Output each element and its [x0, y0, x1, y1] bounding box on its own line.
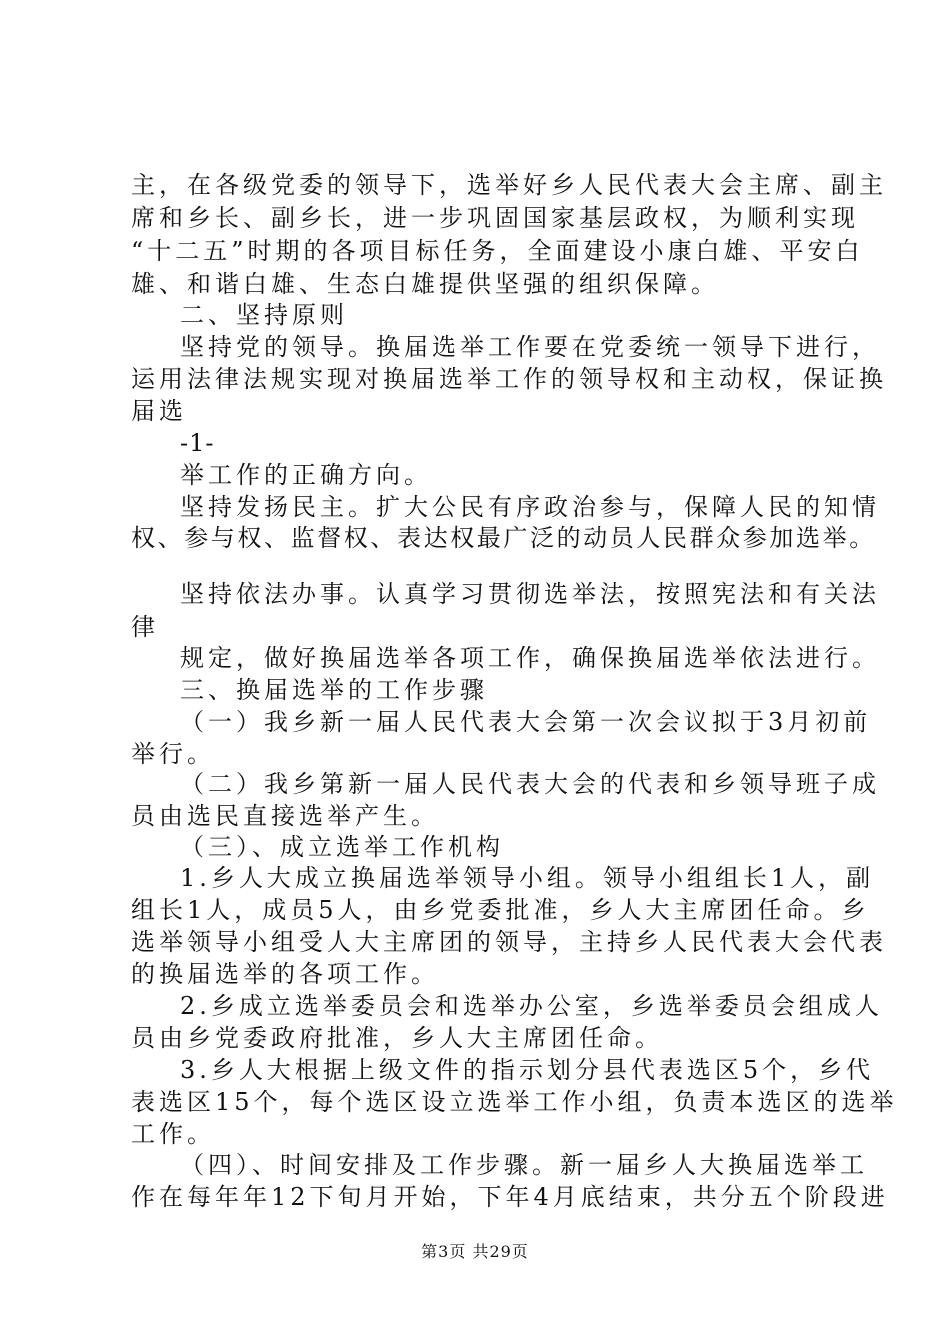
- text-line: 举工作的正确方向。: [180, 461, 432, 489]
- text-line: 工作。: [131, 1120, 215, 1148]
- text-line: （二）我乡第新一届人民代表大会的代表和乡领导班子成: [180, 770, 880, 798]
- text-line: 运用法律法规实现对换届选举工作的领导权和主动权，保证换: [131, 365, 887, 393]
- text-line: （四）、时间安排及工作步骤。新一届乡人大换届选举工: [180, 1151, 868, 1179]
- text-line: 坚持发扬民主。扩大公民有序政治参与，保障人民的知情: [180, 493, 880, 521]
- text-line: 作在每年年12下旬月开始，下年4月底结束，共分五个阶段进: [131, 1183, 889, 1211]
- text-line: 雄、和谐白雄、生态白雄提供坚强的组织保障。: [131, 270, 719, 298]
- text-line: 律: [131, 613, 159, 641]
- text-line: 3.乡人大根据上级文件的指示划分县代表选区5个，乡代: [180, 1056, 875, 1084]
- page-footer: 第3页 共29页: [421, 1242, 529, 1261]
- text-line: 1.乡人大成立换届选举领导小组。领导小组组长1人，副: [180, 864, 875, 892]
- page-number-inline: -1-: [180, 429, 215, 457]
- text-line: 员由乡党委政府批准，乡人大主席团任命。: [131, 1024, 663, 1052]
- text-line: 坚持党的领导。换届选举工作要在党委统一领导下进行，: [180, 333, 880, 361]
- text-line: 2.乡成立选举委员会和选举办公室，乡选举委员会组成人: [180, 992, 883, 1020]
- text-line: 表选区15个，每个选区设立选举工作小组，负责本选区的选举: [131, 1088, 898, 1116]
- text-line: 坚持依法办事。认真学习贯彻选举法，按照宪法和有关法: [180, 580, 880, 608]
- text-line: 权、参与权、监督权、表达权最广泛的动员人民群众参加选举。: [131, 524, 876, 552]
- text-line: （一）我乡新一届人民代表大会第一次会议拟于3月初前: [180, 708, 872, 736]
- text-line: 举行。: [131, 740, 215, 768]
- text-line: 主，在各级党委的领导下，选举好乡人民代表大会主席、副主: [131, 171, 887, 199]
- text-line: （三）、成立选举工作机构: [180, 833, 504, 861]
- section-heading: 二、坚持原则: [180, 301, 348, 329]
- text-line: 组长1人，成员5人，由乡党委批准，乡人大主席团任命。乡: [131, 896, 870, 924]
- text-line: 员由选民直接选举产生。: [131, 802, 439, 830]
- text-line: 席和乡长、副乡长，进一步巩固国家基层政权，为顺利实现: [131, 204, 859, 232]
- text-line: “十二五”时期的各项目标任务，全面建设小康白雄、平安白: [131, 237, 864, 265]
- text-line: 选举领导小组受人大主席团的领导，主持乡人民代表大会代表: [131, 928, 887, 956]
- text-line: 届选: [131, 397, 187, 425]
- text-line: 的换届选举的各项工作。: [131, 960, 439, 988]
- text-line: 规定，做好换届选举各项工作，确保换届选举依法进行。: [180, 644, 880, 672]
- section-heading: 三、换届选举的工作步骤: [180, 676, 488, 704]
